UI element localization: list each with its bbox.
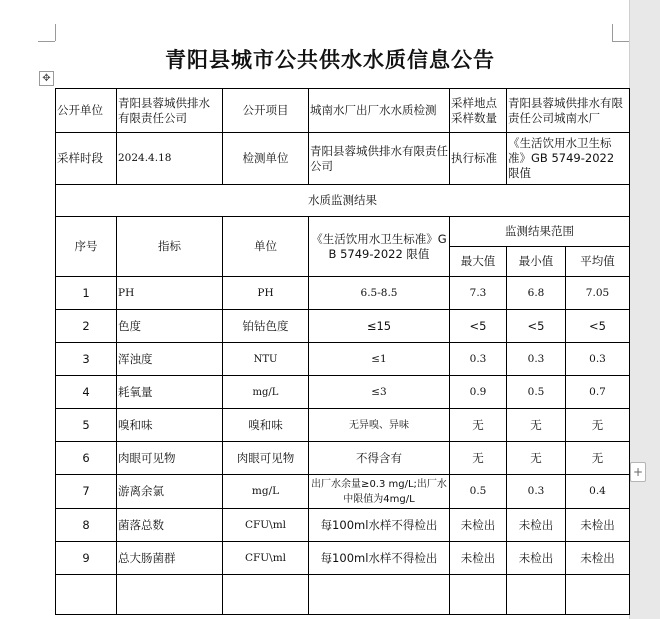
header-range[interactable]: 监测结果范围 <box>450 217 630 247</box>
row-avg[interactable]: 无 <box>566 409 630 442</box>
empty-cell[interactable] <box>223 575 309 615</box>
row-limit[interactable]: 每100ml水样不得检出 <box>309 542 450 575</box>
row-min[interactable]: 0.5 <box>507 376 566 409</box>
publisher-value[interactable]: 青阳县蓉城供排水有限责任公司 <box>117 89 223 133</box>
table-row <box>56 542 630 575</box>
row-unit[interactable]: CFU\ml <box>223 509 309 542</box>
table-row-empty <box>56 575 630 615</box>
row-max[interactable]: 0.5 <box>450 475 507 509</box>
row-avg[interactable]: 未检出 <box>566 509 630 542</box>
section-title-row <box>56 185 630 217</box>
row-indicator[interactable]: 嗅和味 <box>117 409 223 442</box>
row-no[interactable]: 2 <box>56 310 117 343</box>
row-unit[interactable]: CFU\ml <box>223 542 309 575</box>
table-row <box>56 376 630 409</box>
crop-mark-top-left-vertical <box>55 24 56 41</box>
row-indicator[interactable]: 浑浊度 <box>117 343 223 376</box>
table-row <box>56 343 630 376</box>
row-min[interactable]: 6.8 <box>507 277 566 310</box>
row-unit[interactable]: mg/L <box>223 376 309 409</box>
row-limit[interactable]: ≤1 <box>309 343 450 376</box>
table-row <box>56 409 630 442</box>
row-max[interactable]: 0.3 <box>450 343 507 376</box>
row-unit[interactable]: 铂钴色度 <box>223 310 309 343</box>
row-limit[interactable]: 出厂水余量≥0.3 mg/L;出厂水中限值为4mg/L <box>309 475 450 509</box>
sample-location-value[interactable]: 青阳县蓉城供排水有限责任公司城南水厂 <box>507 89 630 133</box>
row-no[interactable]: 3 <box>56 343 117 376</box>
row-max[interactable]: 未检出 <box>450 542 507 575</box>
row-min[interactable]: 未检出 <box>507 509 566 542</box>
row-limit[interactable]: 6.5-8.5 <box>309 277 450 310</box>
header-avg[interactable]: 平均值 <box>566 247 630 277</box>
row-no[interactable]: 6 <box>56 442 117 475</box>
header-no[interactable]: 序号 <box>56 217 117 277</box>
row-indicator[interactable]: 菌落总数 <box>117 509 223 542</box>
row-limit[interactable]: ≤15 <box>309 310 450 343</box>
empty-cell[interactable] <box>117 575 223 615</box>
standard-label[interactable]: 执行标准 <box>450 133 507 185</box>
row-max[interactable]: 无 <box>450 442 507 475</box>
row-max[interactable]: 7.3 <box>450 277 507 310</box>
row-indicator[interactable]: 耗氧量 <box>117 376 223 409</box>
row-indicator[interactable]: 总大肠菌群 <box>117 542 223 575</box>
row-unit[interactable]: PH <box>223 277 309 310</box>
row-no[interactable]: 1 <box>56 277 117 310</box>
water-quality-table <box>55 88 630 615</box>
crop-mark-top-left <box>38 41 55 42</box>
row-no[interactable]: 7 <box>56 475 117 509</box>
row-avg[interactable]: 0.3 <box>566 343 630 376</box>
table-move-handle[interactable] <box>39 71 54 86</box>
row-max[interactable]: 无 <box>450 409 507 442</box>
header-row-1 <box>56 217 630 247</box>
row-limit[interactable]: ≤3 <box>309 376 450 409</box>
lab-value[interactable]: 青阳县蓉城供排水有限责任公司 <box>309 133 450 185</box>
row-min[interactable]: 未检出 <box>507 542 566 575</box>
table-row <box>56 475 630 509</box>
row-no[interactable]: 4 <box>56 376 117 409</box>
crop-mark-top-right <box>612 41 629 42</box>
header-min[interactable]: 最小值 <box>507 247 566 277</box>
row-no[interactable]: 9 <box>56 542 117 575</box>
row-max[interactable]: <5 <box>450 310 507 343</box>
row-unit[interactable]: 嗅和味 <box>223 409 309 442</box>
standard-value[interactable]: 《生活饮用水卫生标准》GB 5749-2022 限值 <box>507 133 630 185</box>
row-min[interactable]: 无 <box>507 442 566 475</box>
row-indicator[interactable]: 色度 <box>117 310 223 343</box>
row-avg[interactable]: 0.4 <box>566 475 630 509</box>
row-no[interactable]: 8 <box>56 509 117 542</box>
header-max[interactable]: 最大值 <box>450 247 507 277</box>
row-limit[interactable]: 不得含有 <box>309 442 450 475</box>
empty-cell[interactable] <box>450 575 507 615</box>
row-min[interactable]: 无 <box>507 409 566 442</box>
row-indicator[interactable]: 肉眼可见物 <box>117 442 223 475</box>
row-avg[interactable]: 7.05 <box>566 277 630 310</box>
lab-label[interactable]: 检测单位 <box>223 133 309 185</box>
page-margin-area <box>629 0 660 619</box>
row-max[interactable]: 0.9 <box>450 376 507 409</box>
item-value[interactable]: 城南水厂出厂水水质检测 <box>309 89 450 133</box>
section-title[interactable]: 水质监测结果 <box>56 185 630 217</box>
row-indicator[interactable]: PH <box>117 277 223 310</box>
time-label[interactable]: 采样时段 <box>56 133 117 185</box>
add-column-button[interactable] <box>630 462 646 482</box>
row-min[interactable]: 0.3 <box>507 475 566 509</box>
row-unit[interactable]: mg/L <box>223 475 309 509</box>
header-limit[interactable]: 《生活饮用水卫生标准》GB 5749-2022 限值 <box>309 217 450 277</box>
row-unit[interactable]: NTU <box>223 343 309 376</box>
table-row <box>56 442 630 475</box>
row-min[interactable]: 0.3 <box>507 343 566 376</box>
row-limit[interactable]: 每100ml水样不得检出 <box>309 509 450 542</box>
sample-location-label[interactable]: 采样地点采样数量 <box>450 89 507 133</box>
info-row-2 <box>56 133 630 185</box>
empty-cell[interactable] <box>309 575 450 615</box>
row-unit[interactable]: 肉眼可见物 <box>223 442 309 475</box>
table-row <box>56 310 630 343</box>
row-max[interactable]: 未检出 <box>450 509 507 542</box>
empty-cell[interactable] <box>566 575 630 615</box>
document-title: 青阳县城市公共供水水质信息公告 <box>165 48 495 72</box>
publisher-label[interactable]: 公开单位 <box>56 89 117 133</box>
crop-mark-top-right-vertical <box>612 24 613 41</box>
empty-cell[interactable] <box>507 575 566 615</box>
item-label[interactable]: 公开项目 <box>223 89 309 133</box>
row-limit[interactable]: 无异嗅、异味 <box>309 409 450 442</box>
table-row <box>56 509 630 542</box>
row-avg[interactable]: 0.7 <box>566 376 630 409</box>
row-avg[interactable]: 未检出 <box>566 542 630 575</box>
empty-cell[interactable] <box>56 575 117 615</box>
row-indicator[interactable]: 游离余氯 <box>117 475 223 509</box>
table-row <box>56 277 630 310</box>
plus-icon: + <box>632 465 644 479</box>
header-unit[interactable]: 单位 <box>223 217 309 277</box>
header-indicator[interactable]: 指标 <box>117 217 223 277</box>
time-value[interactable]: 2024.4.18 <box>117 133 223 185</box>
row-no[interactable]: 5 <box>56 409 117 442</box>
move-icon: ✥ <box>42 73 51 84</box>
row-avg[interactable]: <5 <box>566 310 630 343</box>
row-min[interactable]: <5 <box>507 310 566 343</box>
row-avg[interactable]: 无 <box>566 442 630 475</box>
info-row-1 <box>56 89 630 133</box>
